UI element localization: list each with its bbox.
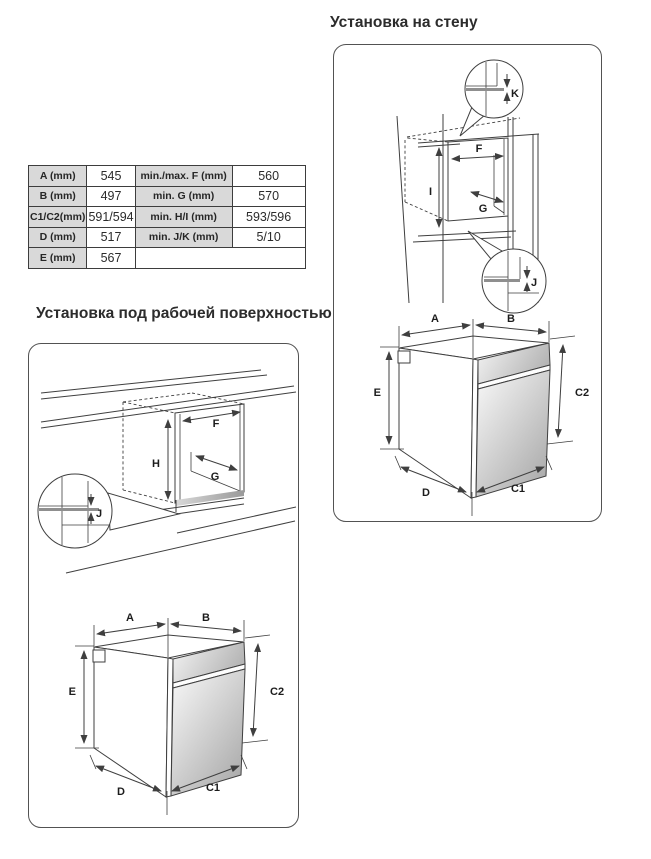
callout-K <box>460 60 523 136</box>
dim-arrow-F <box>452 156 503 159</box>
table-row <box>29 186 306 207</box>
wall-install-diagram-box <box>333 44 602 522</box>
dim-value-cell: 593/596 <box>232 207 305 228</box>
dim-label-cell: min. J/K (mm) <box>135 227 232 248</box>
niche-opening <box>175 404 244 503</box>
dim-value-cell: 570 <box>232 186 305 207</box>
dim-letter-I: I <box>428 186 432 198</box>
dim-arrow-G <box>196 456 237 470</box>
dim-letter-G: G <box>210 471 220 483</box>
table-row <box>29 248 306 269</box>
empty-cell <box>135 248 305 269</box>
dim-label-cell: A (mm) <box>29 166 87 187</box>
dim-value-cell: 517 <box>87 227 135 248</box>
dim-letter-J: J <box>96 508 103 520</box>
callout-J <box>468 231 546 313</box>
oven-drawing-instance <box>374 313 589 516</box>
dim-value-cell: 497 <box>87 186 135 207</box>
dim-arrow-F <box>183 412 240 421</box>
shelf-lines <box>413 231 516 242</box>
worktop-install-diagram-box <box>28 343 299 828</box>
dim-label-cell: min. G (mm) <box>135 186 232 207</box>
dim-letter-F: F <box>475 143 483 155</box>
worktop-install-diagram <box>29 344 298 827</box>
dim-value-cell: 5/10 <box>232 227 305 248</box>
dim-letter-K: K <box>511 88 519 100</box>
dim-label-cell: C1/C2(mm) <box>29 207 87 228</box>
dimensions-table <box>28 165 306 269</box>
dim-value-cell: 545 <box>87 166 135 187</box>
oven-drawing-instance <box>69 612 284 815</box>
callout-J <box>38 474 179 548</box>
table-row <box>29 207 306 228</box>
wall-install-diagram <box>334 45 601 521</box>
dim-letter-F: F <box>212 418 220 430</box>
dim-letter-G: G <box>478 203 488 215</box>
section-title-worktop-install: Установка под рабочей поверхностью <box>36 305 332 322</box>
dim-value-cell: 567 <box>87 248 135 269</box>
dim-value-cell: 560 <box>232 166 305 187</box>
niche-dashed-volume <box>123 393 244 503</box>
worktop-lines <box>41 370 296 428</box>
dim-label-cell: B (mm) <box>29 186 87 207</box>
dim-label-cell: min./max. F (mm) <box>135 166 232 187</box>
dim-label-cell: D (mm) <box>29 227 87 248</box>
niche-dimensions <box>429 143 503 227</box>
dim-label-cell: min. H/I (mm) <box>135 207 232 228</box>
dim-label-cell: E (mm) <box>29 248 87 269</box>
dim-letter-H: H <box>152 458 160 470</box>
dim-arrow-G <box>471 192 503 202</box>
table-row <box>29 166 306 187</box>
table-row <box>29 227 306 248</box>
dim-value-cell: 591/594 <box>87 207 135 228</box>
dim-letter-J: J <box>531 277 538 289</box>
section-title-wall-install: Установка на стену <box>330 14 478 31</box>
shelf-edge-bar <box>176 490 244 506</box>
